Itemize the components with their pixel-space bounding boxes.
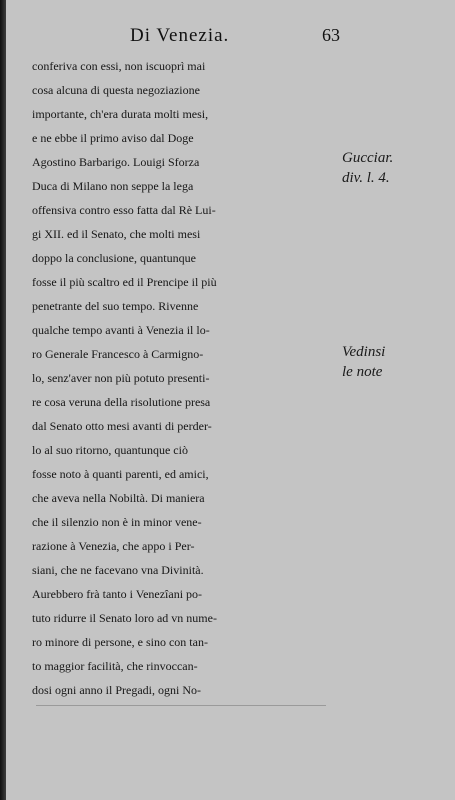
text-line: importante, ch'era durata molti mesi, — [32, 107, 209, 121]
text-line: dal Senato otto mesi avanti di perder- — [32, 419, 212, 433]
page-header — [6, 25, 455, 51]
text-line: ro minore di persone, e sino con tan- — [32, 635, 208, 649]
text-line: razione à Venezia, che appo i Per- — [32, 539, 195, 553]
margin-note-line: div. l. 4. — [342, 170, 390, 186]
text-line: re cosa veruna della risolutione presa — [32, 395, 211, 409]
text-line: cosa alcuna di questa negoziazione — [32, 83, 200, 97]
text-line: fosse il più scaltro ed il Prencipe il più — [32, 275, 217, 289]
book-page — [6, 0, 455, 800]
text-line: e ne ebbe il primo aviso dal Doge — [32, 131, 194, 145]
bottom-rule — [36, 705, 326, 706]
text-line: che aveva nella Nobiltà. Di maniera — [32, 491, 205, 505]
text-line: offensiva contro esso fatta dal Rè Lui- — [32, 203, 216, 217]
text-line: to maggior facilità, che rinvoccan- — [32, 659, 198, 673]
text-line: che il silenzio non è in minor vene- — [32, 515, 202, 529]
margin-note-guicciardini — [342, 148, 393, 188]
text-line: lo, senz'aver non più potuto presenti- — [32, 371, 210, 385]
margin-note-line: Gucciar. — [342, 150, 394, 166]
text-line: conferiva con essi, non iscuoprì mai — [32, 59, 206, 73]
body-text — [32, 54, 357, 702]
text-line: Agostino Barbarigo. Louigi Sforza — [32, 155, 200, 169]
margin-note-line: le note — [342, 364, 383, 380]
text-line: siani, che ne facevano vna Divinità. — [32, 563, 204, 577]
text-line: ro Generale Francesco à Carmigno- — [32, 347, 204, 361]
running-head: Di Venezia. — [130, 25, 230, 46]
text-line: dosi ogni anno il Pregadi, ogni No- — [32, 683, 201, 697]
page-number: 63 — [322, 25, 340, 45]
text-line: doppo la conclusione, quantunque — [32, 251, 196, 265]
text-line: penetrante del suo tempo. Rivenne — [32, 299, 199, 313]
text-line: Duca di Milano non seppe la lega — [32, 179, 194, 193]
text-line: fosse noto à quanti parenti, ed amici, — [32, 467, 209, 481]
text-line: lo al suo ritorno, quantunque ciò — [32, 443, 188, 457]
text-line: Aurebbero frà tanto i Venezîani po- — [32, 587, 203, 601]
text-line: gi XII. ed il Senato, che molti mesi — [32, 227, 201, 241]
margin-note-vedinsi — [342, 342, 385, 382]
text-line: qualche tempo avanti à Venezia il lo- — [32, 323, 210, 337]
margin-note-line: Vedinsi — [342, 344, 386, 360]
text-line: tuto ridurre il Senato loro ad vn nume- — [32, 611, 217, 625]
